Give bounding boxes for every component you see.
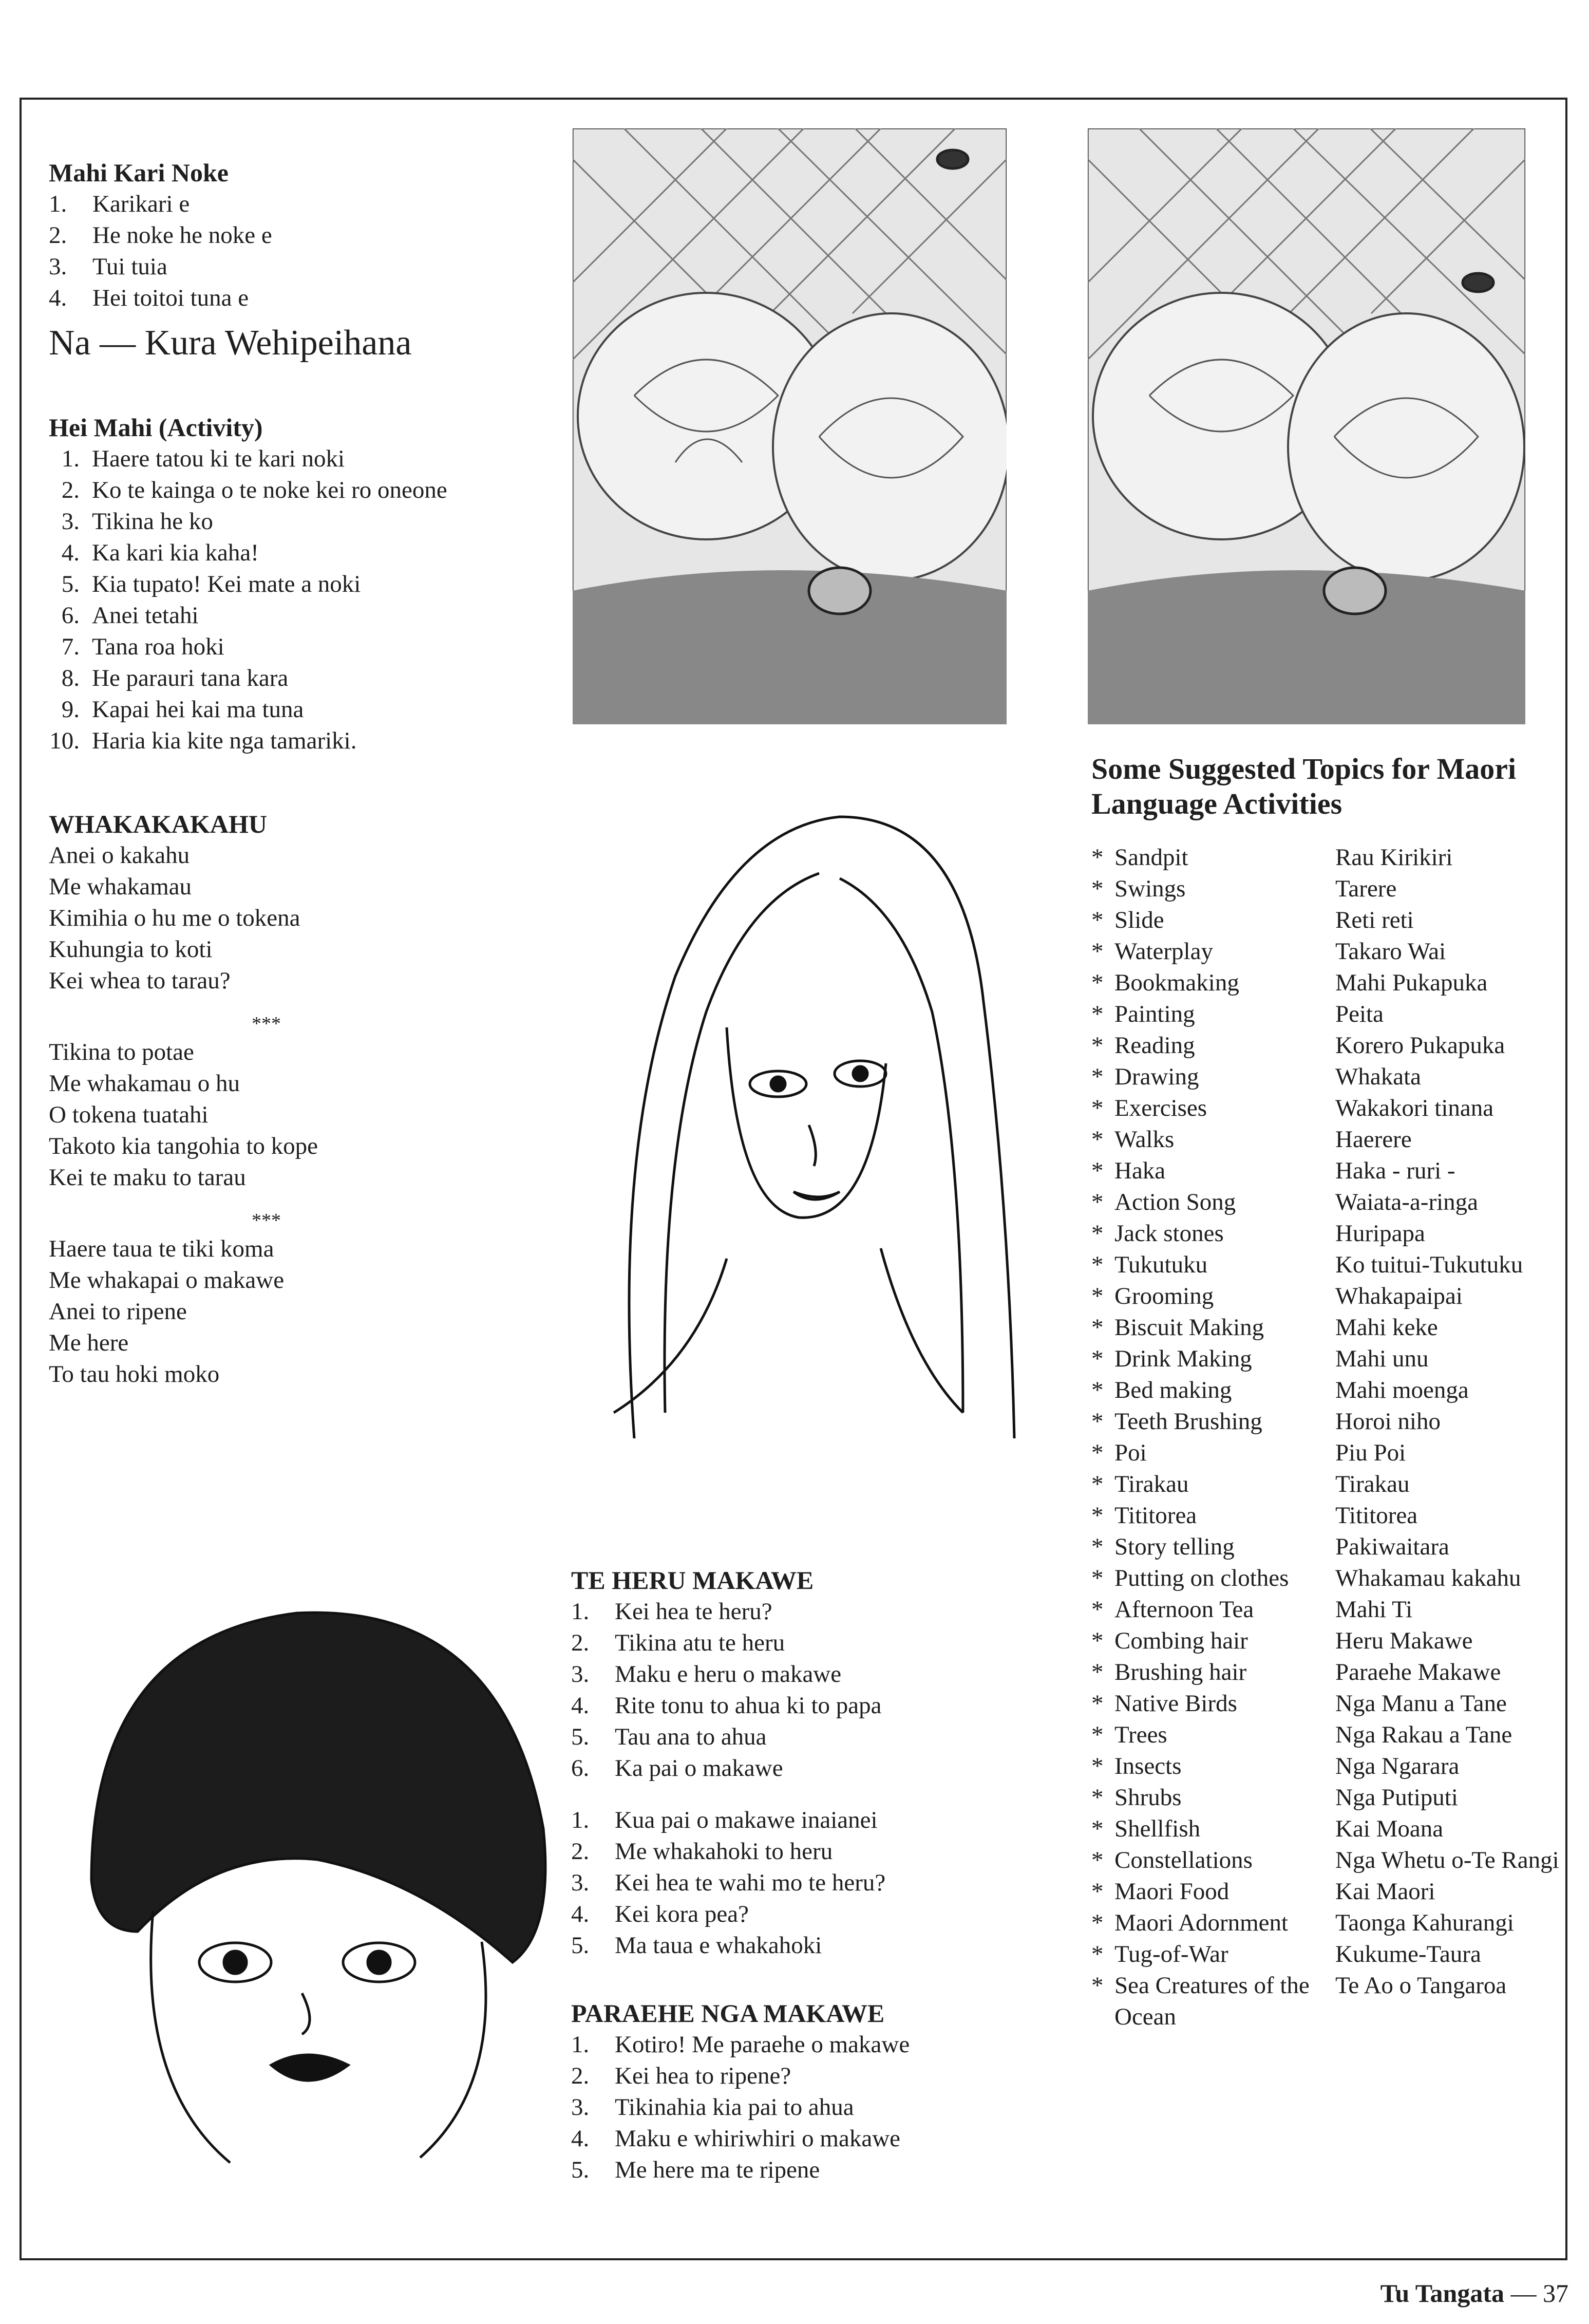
topic-english: Haka <box>1114 1157 1166 1184</box>
page-number: — 37 <box>1510 2279 1568 2308</box>
list-number: 8. <box>61 665 80 691</box>
list-text: Me here ma te ripene <box>615 2157 820 2183</box>
list-number: 3. <box>571 2094 590 2121</box>
page-footer <box>1380 2278 1568 2308</box>
bullet-star: * <box>1091 1377 1104 1403</box>
verse-line: Haere taua te tiki koma <box>49 1235 274 1262</box>
list-number: 4. <box>49 285 67 311</box>
topic-maori: Haka - ruri - <box>1335 1157 1455 1184</box>
verse-line: Takoto kia tangohia to kope <box>49 1133 318 1159</box>
list-text: Tui tuia <box>92 253 167 280</box>
list-text: Maku e whiriwhiri o makawe <box>615 2125 901 2152</box>
list-item <box>33 631 511 663</box>
topic-maori: Kukume-Taura <box>1335 1941 1481 1967</box>
topic-maori: Piu Poi <box>1335 1439 1406 1466</box>
mahi-list <box>49 189 511 314</box>
topic-maori: Mahi Pukapuka <box>1335 969 1488 996</box>
paraehe-title: PARAEHE NGA MAKAWE <box>571 1999 885 2028</box>
list-item <box>33 663 511 694</box>
verse-line: O tokena tuatahi <box>49 1101 209 1128</box>
topic-maori: Nga Ngarara <box>1335 1753 1460 1779</box>
list-item <box>571 1836 1033 1867</box>
list-number: 3. <box>571 1869 590 1896</box>
list-number: 2. <box>61 477 80 503</box>
list-item <box>571 2123 1033 2154</box>
topic-maori: Takaro Wai <box>1335 938 1446 965</box>
list-item <box>33 506 511 537</box>
bullet-star: * <box>1091 875 1104 902</box>
list-text: Anei tetahi <box>92 602 199 629</box>
list-text: Hei toitoi tuna e <box>92 285 249 311</box>
verse-line: Me whakamau <box>49 873 192 900</box>
heru-list <box>571 1596 1033 1784</box>
topic-maori: Tarere <box>1335 875 1397 902</box>
bullet-star: * <box>1091 844 1104 871</box>
topic-english: Putting on clothes <box>1114 1565 1289 1591</box>
bullet-star: * <box>1091 1095 1104 1121</box>
list-item <box>33 443 511 475</box>
author-title: Na — Kura Wehipeihana <box>49 323 412 363</box>
list-item <box>49 189 511 220</box>
list-text: Kei hea to ripene? <box>615 2063 791 2089</box>
bullet-star: * <box>1091 1627 1104 1654</box>
list-number: 4. <box>61 539 80 566</box>
topics-title: Some Suggested Topics for Maori Language Activities <box>1091 752 1517 820</box>
bullet-star: * <box>1091 1533 1104 1560</box>
list-text: Kua pai o makawe inaianei <box>615 1807 878 1833</box>
list-text: Ko te kainga o te noke kei ro oneone <box>92 477 447 503</box>
verse-line: Kuhungia to koti <box>49 936 213 963</box>
bullet-star: * <box>1091 1878 1104 1905</box>
list-number: 5. <box>571 1932 590 1959</box>
bullet-star: * <box>1091 1251 1104 1278</box>
topic-maori: Ko tuitui-Tukutuku <box>1335 1251 1523 1278</box>
list-number: 4. <box>571 2125 590 2152</box>
list-item <box>571 2029 1033 2060</box>
list-text: Ma taua e whakahoki <box>615 1932 822 1959</box>
verse-line: Kimihia o hu me o tokena <box>49 905 300 931</box>
topic-maori: Tititorea <box>1335 1502 1418 1529</box>
list-item <box>571 1659 1033 1690</box>
topic-english: Exercises <box>1114 1095 1207 1121</box>
cabbage-illustration-left <box>573 128 1007 724</box>
list-number: 1. <box>49 191 67 217</box>
topic-english: Sandpit <box>1114 844 1188 871</box>
list-number: 3. <box>571 1661 590 1688</box>
bullet-star: * <box>1091 1784 1104 1811</box>
verse-line: To tau hoki moko <box>49 1361 220 1388</box>
topic-english: Walks <box>1114 1126 1175 1153</box>
whaka-verse-2 <box>49 1037 511 1193</box>
list-text: Kei hea te heru? <box>615 1598 772 1625</box>
topic-maori: Te Ao o Tangaroa <box>1335 1972 1507 1999</box>
topic-maori: Tirakau <box>1335 1471 1410 1497</box>
activity-list <box>33 443 511 757</box>
list-number: 1. <box>61 445 80 472</box>
whaka-verse-1 <box>49 840 511 997</box>
topic-maori: Huripapa <box>1335 1220 1425 1247</box>
list-text: Haria kia kite nga tamariki. <box>92 727 357 754</box>
bullet-star: * <box>1091 1659 1104 1685</box>
bullet-star: * <box>1091 1126 1104 1153</box>
bullet-star: * <box>1091 907 1104 933</box>
publication-name: Tu Tangata <box>1380 2279 1504 2308</box>
topic-english: Biscuit Making <box>1114 1314 1264 1341</box>
verse-line: Me whakapai o makawe <box>49 1267 285 1294</box>
topic-english: Tirakau <box>1114 1471 1189 1497</box>
topic-english: Drink Making <box>1114 1345 1252 1372</box>
bullet-star: * <box>1091 1972 1104 1999</box>
topic-english: Native Birds <box>1114 1690 1237 1717</box>
topic-maori: Nga Rakau a Tane <box>1335 1721 1512 1748</box>
list-item <box>571 1721 1033 1753</box>
girl-drawing <box>573 796 1035 1464</box>
verse-separator: *** <box>252 1210 281 1231</box>
topic-maori: Paraehe Makawe <box>1335 1659 1501 1685</box>
topic-maori: Heru Makawe <box>1335 1627 1473 1654</box>
list-number: 1. <box>571 2031 590 2058</box>
verse-line: Me here <box>49 1329 129 1356</box>
topic-maori: Mahi keke <box>1335 1314 1438 1341</box>
bullet-star: * <box>1091 1189 1104 1215</box>
topic-english: Tug-of-War <box>1114 1941 1228 1967</box>
topic-english: Reading <box>1114 1032 1195 1059</box>
topic-english: Brushing hair <box>1114 1659 1247 1685</box>
list-text: Tau ana to ahua <box>615 1723 767 1750</box>
heru-list-2 <box>571 1805 1033 1961</box>
list-number: 6. <box>571 1755 590 1782</box>
list-number: 6. <box>61 602 80 629</box>
bullet-star: * <box>1091 1283 1104 1309</box>
topic-maori: Wakakori tinana <box>1335 1095 1494 1121</box>
topic-english: Bed making <box>1114 1377 1232 1403</box>
topic-english: Shellfish <box>1114 1815 1201 1842</box>
list-number: 2. <box>49 222 67 249</box>
bullet-star: * <box>1091 1847 1104 1873</box>
whaka-title: WHAKAKAKAHU <box>49 810 267 838</box>
topic-english: Trees <box>1114 1721 1167 1748</box>
topic-maori: Nga Whetu o-Te Rangi <box>1335 1847 1559 1873</box>
list-number: 5. <box>571 2157 590 2183</box>
topic-english: Jack stones <box>1114 1220 1224 1247</box>
bullet-star: * <box>1091 1753 1104 1779</box>
list-text: Tikina atu te heru <box>615 1629 785 1656</box>
list-item <box>33 694 511 725</box>
topic-maori: Reti reti <box>1335 907 1414 933</box>
list-number: 1. <box>571 1598 590 1625</box>
topic-english: Bookmaking <box>1114 969 1239 996</box>
whaka-verse-3 <box>49 1233 511 1390</box>
topic-english: Sea Creatures of the Ocean <box>1114 1972 1310 2030</box>
topic-maori: Waiata-a-ringa <box>1335 1189 1479 1215</box>
topic-english: Shrubs <box>1114 1784 1182 1811</box>
mahi-title: Mahi Kari Noke <box>49 158 229 187</box>
right-column <box>1091 752 1559 2033</box>
list-number: 10. <box>49 727 80 754</box>
bullet-star: * <box>1091 1314 1104 1341</box>
list-item <box>571 1596 1033 1627</box>
list-text: Tikina he ko <box>92 508 213 535</box>
topic-english: Insects <box>1114 1753 1182 1779</box>
list-item <box>571 1690 1033 1721</box>
bullet-star: * <box>1091 1690 1104 1717</box>
topic-maori: Peita <box>1335 1001 1384 1027</box>
list-number: 3. <box>49 253 67 280</box>
verse-line: Anei to ripene <box>49 1298 187 1325</box>
bullet-star: * <box>1091 1032 1104 1059</box>
list-item <box>49 220 511 251</box>
list-text: Maku e heru o makawe <box>615 1661 842 1688</box>
topic-english: Action Song <box>1114 1189 1236 1215</box>
list-item <box>571 1805 1033 1836</box>
bullet-star: * <box>1091 1596 1104 1623</box>
list-number: 5. <box>571 1723 590 1750</box>
list-text: Kapai hei kai ma tuna <box>92 696 304 723</box>
bullet-star: * <box>1091 1565 1104 1591</box>
topic-english: Tukutuku <box>1114 1251 1208 1278</box>
list-text: He noke he noke e <box>92 222 272 249</box>
bullet-star: * <box>1091 1345 1104 1372</box>
list-item <box>33 537 511 569</box>
topic-maori: Pakiwaitara <box>1335 1533 1449 1560</box>
bullet-star: * <box>1091 1909 1104 1936</box>
list-number: 3. <box>61 508 80 535</box>
list-item <box>49 251 511 283</box>
list-number: 2. <box>571 1838 590 1865</box>
bullet-star: * <box>1091 1063 1104 1090</box>
list-item <box>33 600 511 631</box>
list-item <box>571 1899 1033 1930</box>
list-item <box>571 1867 1033 1899</box>
topic-maori: Mahi Ti <box>1335 1596 1413 1623</box>
bullet-star: * <box>1091 1471 1104 1497</box>
topic-maori: Mahi unu <box>1335 1345 1429 1372</box>
topic-english: Afternoon Tea <box>1114 1596 1254 1623</box>
list-number: 2. <box>571 2063 590 2089</box>
topic-english: Teeth Brushing <box>1114 1408 1262 1435</box>
list-item <box>571 1627 1033 1659</box>
topics-table <box>1091 842 1559 2033</box>
topic-english: Constellations <box>1114 1847 1253 1873</box>
list-text: Tikinahia kia pai to ahua <box>615 2094 854 2121</box>
topic-english: Poi <box>1114 1439 1147 1466</box>
topic-english: Swings <box>1114 875 1186 902</box>
list-text: Haere tatou ki te kari noki <box>92 445 345 472</box>
list-item <box>571 1930 1033 1961</box>
topic-english: Drawing <box>1114 1063 1199 1090</box>
verse-line: Kei te maku to tarau <box>49 1164 246 1191</box>
bullet-star: * <box>1091 1001 1104 1027</box>
topic-english: Combing hair <box>1114 1627 1248 1654</box>
topic-maori: Horoi niho <box>1335 1408 1441 1435</box>
list-number: 2. <box>571 1629 590 1656</box>
list-text: Ka kari kia kaha! <box>92 539 259 566</box>
topic-maori: Rau Kirikiri <box>1335 844 1453 871</box>
list-item <box>571 2154 1033 2186</box>
list-item <box>33 725 511 757</box>
topic-english: Story telling <box>1114 1533 1235 1560</box>
topic-maori: Nga Putiputi <box>1335 1784 1458 1811</box>
list-item <box>49 283 511 314</box>
topic-maori: Haerere <box>1335 1126 1412 1153</box>
list-text: Karikari e <box>92 191 190 217</box>
list-item <box>571 2060 1033 2092</box>
heru-title: TE HERU MAKAWE <box>571 1566 814 1595</box>
topic-maori: Whakapaipai <box>1335 1283 1463 1309</box>
list-item <box>571 1753 1033 1784</box>
bullet-star: * <box>1091 1815 1104 1842</box>
list-number: 7. <box>61 633 80 660</box>
list-text: Tana roa hoki <box>92 633 224 660</box>
bullet-star: * <box>1091 1220 1104 1247</box>
paraehe-list <box>571 2029 1033 2186</box>
list-text: Kei hea te wahi mo te heru? <box>615 1869 886 1896</box>
bullet-star: * <box>1091 1941 1104 1967</box>
list-text: He parauri tana kara <box>92 665 289 691</box>
list-text: Kotiro! Me paraehe o makawe <box>615 2031 910 2058</box>
list-number: 1. <box>571 1807 590 1833</box>
list-text: Ka pai o makawe <box>615 1755 783 1782</box>
topic-maori: Whakata <box>1335 1063 1422 1090</box>
list-item <box>571 2092 1033 2123</box>
list-number: 4. <box>571 1692 590 1719</box>
topic-maori: Taonga Kahurangi <box>1335 1909 1514 1936</box>
list-text: Kei kora pea? <box>615 1901 749 1927</box>
topic-english: Painting <box>1114 1001 1195 1027</box>
list-item <box>33 569 511 600</box>
topic-maori: Mahi moenga <box>1335 1377 1469 1403</box>
boy-drawing <box>61 1572 564 2188</box>
topic-maori: Nga Manu a Tane <box>1335 1690 1507 1717</box>
bullet-star: * <box>1091 1439 1104 1466</box>
topic-english: Maori Adornment <box>1114 1909 1289 1936</box>
activity-title: Hei Mahi (Activity) <box>49 413 263 442</box>
verse-separator: *** <box>252 1013 281 1035</box>
verse-line: Tikina to potae <box>49 1039 194 1065</box>
bullet-star: * <box>1091 1408 1104 1435</box>
list-number: 5. <box>61 571 80 597</box>
cabbage-illustration-right <box>1088 128 1525 724</box>
topic-english: Slide <box>1114 907 1164 933</box>
topic-maori: Kai Maori <box>1335 1878 1435 1905</box>
bullet-star: * <box>1091 938 1104 965</box>
list-text: Kia tupato! Kei mate a noki <box>92 571 361 597</box>
bullet-star: * <box>1091 1721 1104 1748</box>
verse-line: Anei o kakahu <box>49 842 190 869</box>
topic-maori: Kai Moana <box>1335 1815 1444 1842</box>
list-text: Rite tonu to ahua ki to papa <box>615 1692 882 1719</box>
bullet-star: * <box>1091 969 1104 996</box>
list-number: 4. <box>571 1901 590 1927</box>
topic-english: Waterplay <box>1114 938 1213 965</box>
topic-english: Maori Food <box>1114 1878 1229 1905</box>
bullet-star: * <box>1091 1502 1104 1529</box>
list-number: 9. <box>61 696 80 723</box>
verse-line: Me whakamau o hu <box>49 1070 240 1097</box>
topic-english: Grooming <box>1114 1283 1214 1309</box>
list-item <box>33 475 511 506</box>
topic-maori: Whakamau kakahu <box>1335 1565 1521 1591</box>
topic-english: Tititorea <box>1114 1502 1197 1529</box>
left-column <box>49 157 511 1390</box>
bullet-star: * <box>1091 1157 1104 1184</box>
middle-column <box>571 1564 1033 2186</box>
verse-line: Kei whea to tarau? <box>49 967 231 994</box>
list-text: Me whakahoki to heru <box>615 1838 833 1865</box>
topic-maori: Korero Pukapuka <box>1335 1032 1505 1059</box>
